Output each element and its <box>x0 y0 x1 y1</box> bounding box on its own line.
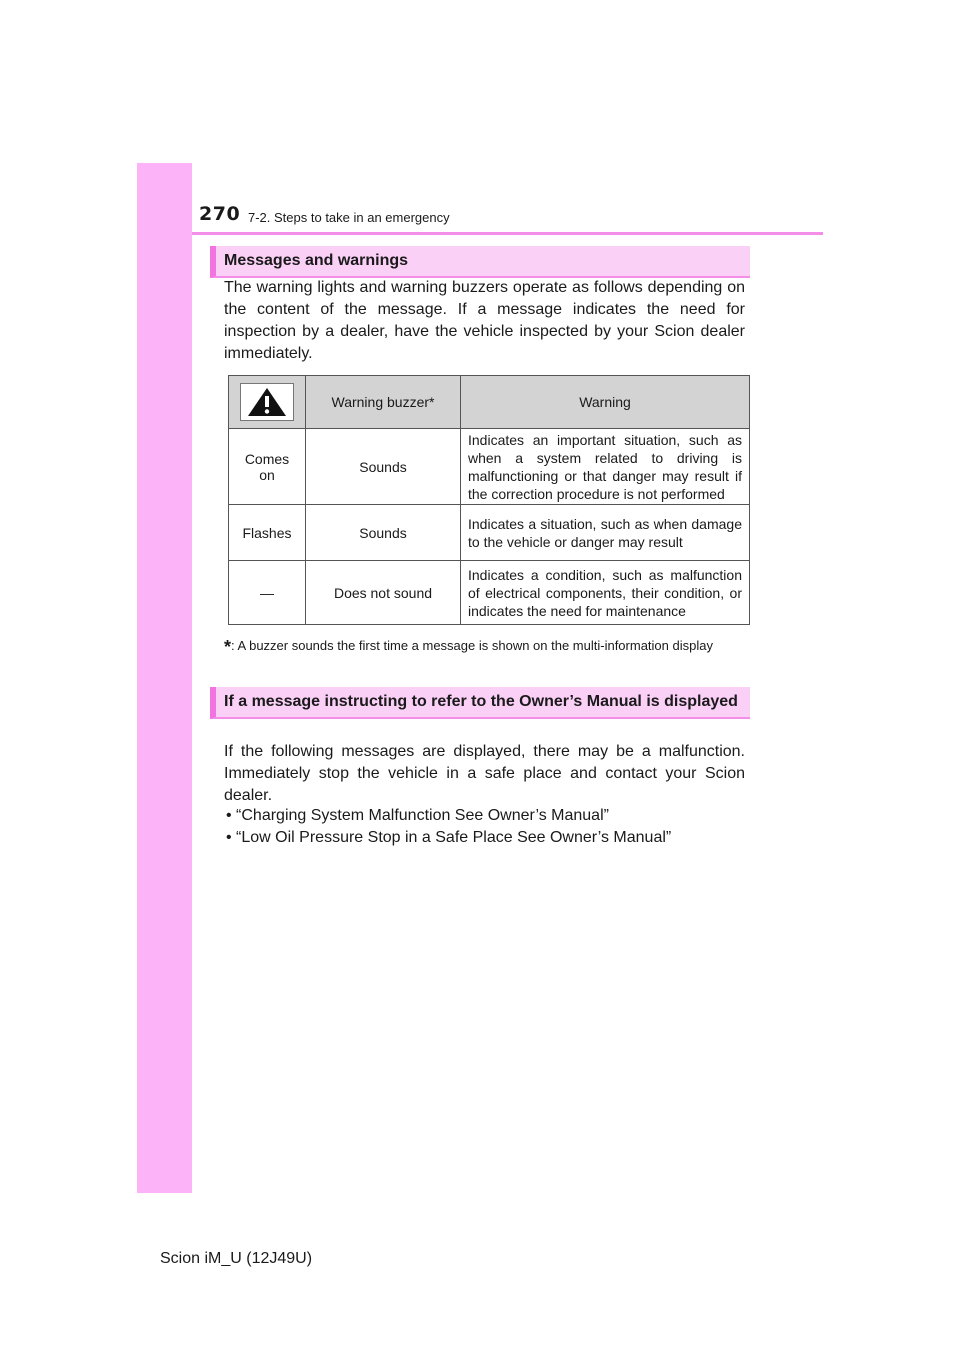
cell-buzzer: Does not sound <box>306 561 461 625</box>
table-row <box>229 561 750 625</box>
page-number: 270 <box>199 203 241 225</box>
header-cell-buzzer: Warning buzzer* <box>306 376 461 429</box>
warning-table <box>228 375 750 625</box>
cell-warning: Indicates an important situation, such as when a system related to driving is malfunctioning or that danger may result if the correction procedure is not performed <box>461 429 750 505</box>
table-row <box>229 429 750 505</box>
table-header-row <box>229 376 750 429</box>
header-divider <box>192 232 823 235</box>
cell-light: Comes on <box>229 429 306 505</box>
footer-model: Scion iM_U (12J49U) <box>160 1250 313 1267</box>
intro-paragraph: The warning lights and warning buzzers operate as follows depending on the content of the message. If a message indicates the need for inspection by a dealer, have the vehicle inspected by your Scion dealer immediately. <box>224 279 745 362</box>
cell-buzzer: Sounds <box>306 505 461 561</box>
cell-light: — <box>229 561 306 625</box>
cell-buzzer: Sounds <box>306 429 461 505</box>
section-heading-messages: Messages and warnings <box>210 246 750 278</box>
header-cell-warning: Warning <box>461 376 750 429</box>
header-cell-icon <box>229 376 306 429</box>
section-heading-owners-manual: If a message instructing to refer to the Owner’s Manual is displayed <box>210 687 750 719</box>
cell-warning: Indicates a condition, such as malfunction of electrical components, their condition, or indicates the need for maintenance <box>461 561 750 625</box>
cell-warning: Indicates a situation, such as when damage to the vehicle or danger may result <box>461 505 750 561</box>
message-list <box>226 805 671 849</box>
malfunction-paragraph: If the following messages are displayed, there may be a malfunction. Immediately stop the vehicle in a safe place and contact your Scion dealer. <box>224 743 745 804</box>
table-row <box>229 505 750 561</box>
cell-light: Flashes <box>229 505 306 561</box>
list-item: • “Charging System Malfunction See Owner’s Manual” <box>226 807 609 824</box>
chapter-title: 7-2. Steps to take in an emergency <box>248 210 450 225</box>
footnote <box>224 636 745 657</box>
footnote-text: : A buzzer sounds the first time a message is shown on the multi-information display <box>231 638 713 653</box>
warning-triangle-icon <box>240 383 294 421</box>
side-tab-band <box>137 163 192 1193</box>
list-item: • “Low Oil Pressure Stop in a Safe Place See Owner’s Manual” <box>226 829 672 846</box>
footnote-star: * <box>224 637 232 657</box>
